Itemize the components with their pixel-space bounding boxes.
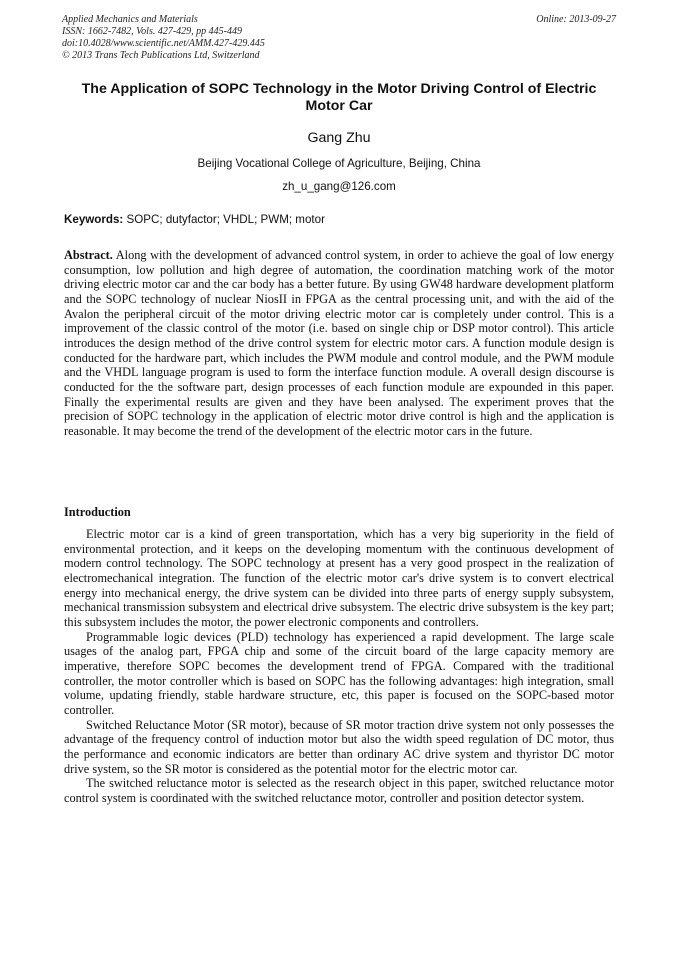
- paper-title: The Application of SOPC Technology in the Motor Driving Control of Electric Motor Car: [81, 81, 597, 114]
- author-email: zh_u_gang@126.com: [282, 180, 396, 193]
- introduction-body: [64, 527, 614, 805]
- keywords: [64, 213, 614, 226]
- journal-info: [62, 14, 265, 62]
- abstract: [64, 248, 614, 439]
- paragraph: Programmable logic devices (PLD) technology has experienced a rapid development. The large scale usages of the analog part, FPGA chip and some of the circuit board of the large capacity memory are imperative, therefore SOPC becomes the development trend of FPGA. Compared with the traditional controller, the motor controller which is based on SOPC has the following advantages: high integration, small volume, updating friendly, stable hardware structure, etc, this paper is focused on the SOPC-based motor controller.: [64, 629, 614, 717]
- section-heading-introduction: Introduction: [64, 505, 131, 519]
- author-affiliation: Beijing Vocational College of Agriculture, Beijing, China: [197, 157, 481, 170]
- paragraph: The switched reluctance motor is selected as the research object in this paper, switched reluctance motor control system is coordinated with the switched reluctance motor, controller and position detector system.: [64, 776, 614, 805]
- copyright-line: © 2013 Trans Tech Publications Ltd, Switzerland: [62, 50, 260, 61]
- online-date: Online: 2013-09-27: [536, 14, 616, 25]
- keywords-label: Keywords:: [64, 213, 124, 226]
- keywords-text: SOPC; dutyfactor; VHDL; PWM; motor: [126, 213, 325, 226]
- abstract-label: Abstract.: [64, 248, 113, 262]
- journal-name: Applied Mechanics and Materials: [62, 14, 198, 25]
- doi-line: doi:10.4028/www.scientific.net/AMM.427-429.445: [62, 38, 265, 49]
- paragraph: Electric motor car is a kind of green transportation, which has a very big superiority in the field of environmental protection, and it keeps on the developing momentum with the continuous development of modern control technology. The SOPC technology at present has a very good prospect in the realization of electromechanical integration. The function of the electric motor car's drive system is to convert electrical energy into mechanical energy, the drive system can be divided into three parts of energy supply subsystem, mechanical transmission subsystem and electrical drive subsystem. The electric drive subsystem is the key part; this subsystem includes the motor, the power electronic components and controllers.: [64, 527, 614, 629]
- issn-line: ISSN: 1662-7482, Vols. 427-429, pp 445-449: [62, 26, 242, 37]
- author-name: Gang Zhu: [307, 130, 371, 146]
- paragraph: Switched Reluctance Motor (SR motor), because of SR motor traction drive system not only possesses the advantage of the frequency control of induction motor but also the width speed regulation of DC motor, thus the performance and economic indicators are better than ordinary AC drive system and thyristor DC motor drive system, so the SR motor is considered as the potential motor for the electric motor car.: [64, 717, 614, 776]
- abstract-text: Along with the development of advanced control system, in order to achieve the goal of low energy consumption, low pollution and high degree of automation, the coordination matching work of the motor driving electric motor car and the car body has a better future. By using GW48 hardware development platform and the SOPC technology of nuclear NiosII in FPGA as the central processing unit, and with the aid of the Avalon the peripheral circuit of the motor driving electric motor car is completely under control. This is a improvement of the classic control of the motor (i.e. based on single chip or DSP motor control). This article introduces the design method of the drive control system for electric motor cars. A function module design is conducted for the hardware part, which includes the PWM module and control module, and the PWM module and the VHDL language program is used to form the interface function module. A overall design discourse is conducted for the the software part, design processes of each function module are expounded in this paper. Finally the experimental results are given and they have been analysed. The experiment proves that the precision of SOPC technology in the application of electric motor drive control is high and the application is reasonable. It may become the trend of the development of the electric motor cars in the future.: [64, 248, 614, 438]
